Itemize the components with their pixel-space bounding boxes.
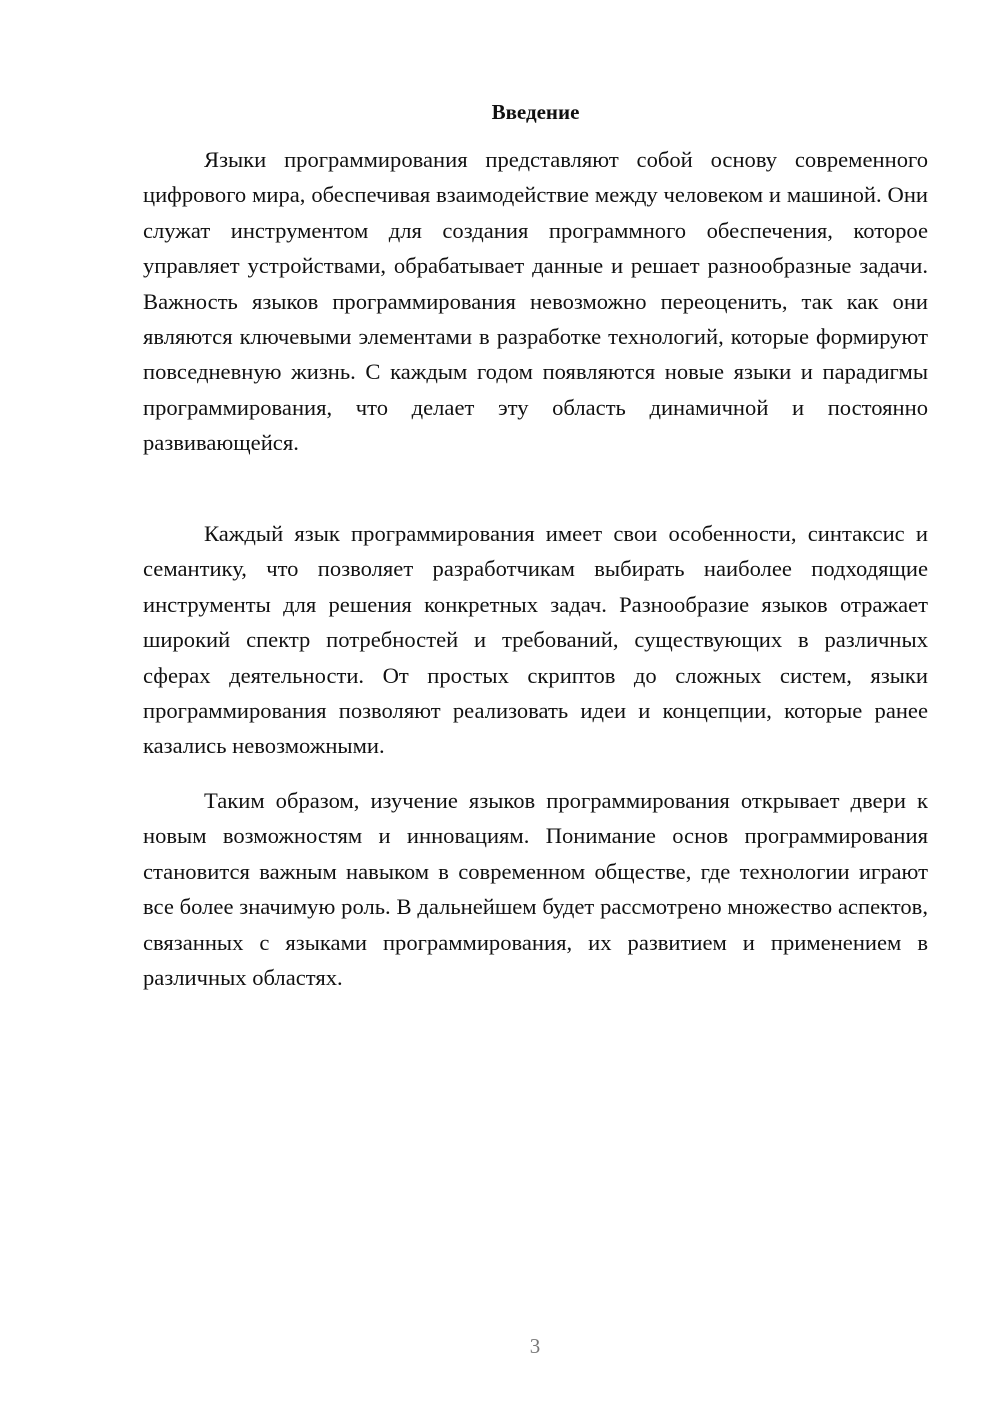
paragraph-1: Языки программирования представляют собой основу современного цифрового мира, обеспечивая взаимодействие между человеком и машиной. Они служат инструментом для создания программного обеспечения, которое управляет устройствами, обрабатывает данные и решает разнообразные задачи. Важность языков программирования невозможно переоценить, так как они являются ключевыми элементами в разработке технологий, которые формируют повседневную жизнь. С каждым годом появляются новые языки и парадигмы программирования, что делает эту область динамичной и постоянно развивающейся.: [143, 147, 928, 456]
section-heading: Введение: [491, 100, 580, 124]
paragraph-3: Таким образом, изучение языков программирования открывает двери к новым возможностям и инновациям. Понимание основ программирования становится важным навыком в современном обществе, где технологии играют все более значимую роль. В дальнейшем будет рассмотрено множество аспектов, связанных с языками программирования, их развитием и применением в различных областях.: [143, 788, 928, 991]
page-number: 3: [529, 1334, 541, 1358]
paragraph-2: Каждый язык программирования имеет свои особенности, синтаксис и семантику, что позволяет разработчикам выбирать наиболее подходящие инструменты для решения конкретных задач. Разнообразие языков отражает широкий спектр потребностей и требований, существующих в различных сферах деятельности. От простых скриптов до сложных систем, языки программирования позволяют реализовать идеи и концепции, которые ранее казались невозможными.: [143, 521, 928, 759]
